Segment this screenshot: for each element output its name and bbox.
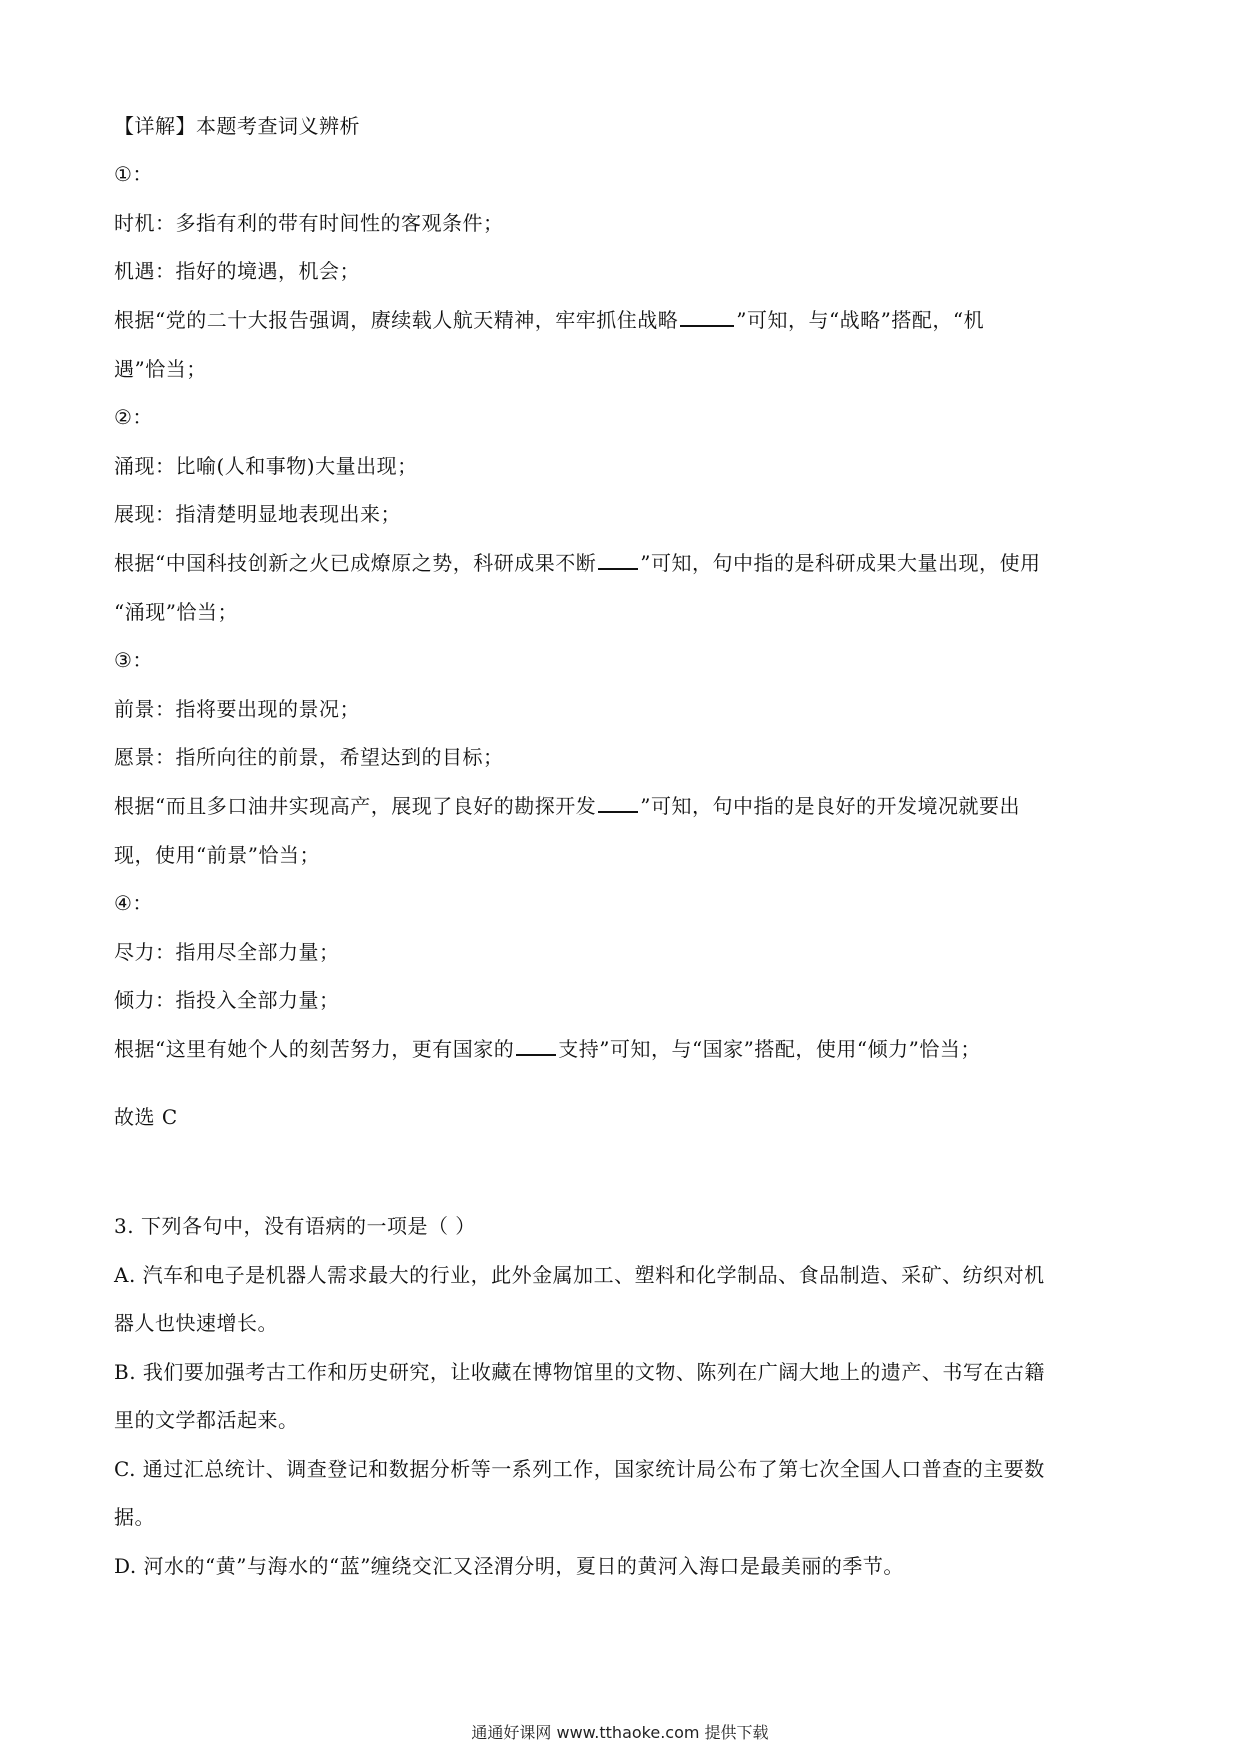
option-a-line-1: A. 汽车和电子是机器人需求最大的行业，此外金属加工、塑料和化学制品、食品制造、采矿、纺织对机 bbox=[114, 1263, 1045, 1287]
option-d-line-1: D. 河水的“黄”与海水的“蓝”缠绕交汇又泾渭分明，夏日的黄河入海口是最美丽的季节。 bbox=[114, 1554, 904, 1578]
item-2-blank bbox=[598, 550, 638, 570]
item-2-reason-before: 根据“中国科技创新之火已成燎原之势，科研成果不断 bbox=[114, 551, 597, 575]
item-3-reason-cont: 现，使用“前景”恰当； bbox=[114, 843, 320, 867]
item-2-reason-after: ”可知，句中指的是科研成果大量出现，使用 bbox=[640, 551, 1041, 575]
item-4-reason-after: 支持”可知，与“国家”搭配，使用“倾力”恰当； bbox=[558, 1037, 981, 1061]
option-b-line-2: 里的文学都活起来。 bbox=[114, 1408, 299, 1432]
item-2-reason-cont: “涌现”恰当； bbox=[114, 600, 238, 624]
item-3-reason-before: 根据“而且多口油井实现高产，展现了良好的勘探开发 bbox=[114, 794, 597, 818]
item-4-reason bbox=[114, 1035, 981, 1063]
item-2-reason bbox=[114, 549, 1040, 577]
item-1-definition-2: 机遇：指好的境遇，机会； bbox=[114, 259, 360, 283]
question-stem: 3. 下列各句中，没有语病的一项是（ ） bbox=[114, 1214, 476, 1238]
item-4-blank bbox=[516, 1036, 556, 1056]
option-a-line-2: 器人也快速增长。 bbox=[114, 1311, 278, 1335]
detail-heading: 【详解】本题考查词义辨析 bbox=[114, 114, 360, 138]
item-2-definition-1: 涌现：比喻(人和事物)大量出现； bbox=[114, 454, 418, 478]
item-3-number: ③： bbox=[114, 648, 153, 672]
option-c-line-1: C. 通过汇总统计、调查登记和数据分析等一系列工作，国家统计局公布了第七次全国人口普查的主要数 bbox=[114, 1457, 1045, 1481]
item-4-definition-1: 尽力：指用尽全部力量； bbox=[114, 940, 340, 964]
item-3-definition-2: 愿景：指所向往的前景，希望达到的目标； bbox=[114, 745, 504, 769]
option-b-line-1: B. 我们要加强考古工作和历史研究，让收藏在博物馆里的文物、陈列在广阔大地上的遗产、书写在古籍 bbox=[114, 1360, 1045, 1384]
item-1-reason-cont: 遇”恰当； bbox=[114, 357, 207, 381]
item-4-definition-2: 倾力：指投入全部力量； bbox=[114, 988, 340, 1012]
option-c-line-2: 据。 bbox=[114, 1505, 155, 1529]
item-2-definition-2: 展现：指清楚明显地表现出来； bbox=[114, 502, 401, 526]
item-3-reason-after: ”可知，句中指的是良好的开发境况就要出 bbox=[640, 794, 1020, 818]
item-1-reason-after: ”可知，与“战略”搭配，“机 bbox=[736, 308, 985, 332]
item-4-number: ④： bbox=[114, 891, 153, 915]
item-1-definition-1: 时机：多指有利的带有时间性的客观条件； bbox=[114, 211, 504, 235]
item-3-reason bbox=[114, 792, 1020, 820]
item-1-number: ①： bbox=[114, 162, 153, 186]
item-2-number: ②： bbox=[114, 405, 153, 429]
item-1-reason-before: 根据“党的二十大报告强调，赓续载人航天精神，牢牢抓住战略 bbox=[114, 308, 679, 332]
item-4-reason-before: 根据“这里有她个人的刻苦努力，更有国家的 bbox=[114, 1037, 515, 1061]
page-footer: 通通好课网 www.tthaoke.com 提供下载 bbox=[471, 1723, 769, 1742]
item-3-definition-1: 前景：指将要出现的景况； bbox=[114, 697, 360, 721]
item-3-blank bbox=[598, 793, 638, 813]
item-1-blank bbox=[680, 307, 734, 327]
conclusion: 故选 C bbox=[114, 1105, 178, 1129]
item-1-reason bbox=[114, 306, 984, 334]
